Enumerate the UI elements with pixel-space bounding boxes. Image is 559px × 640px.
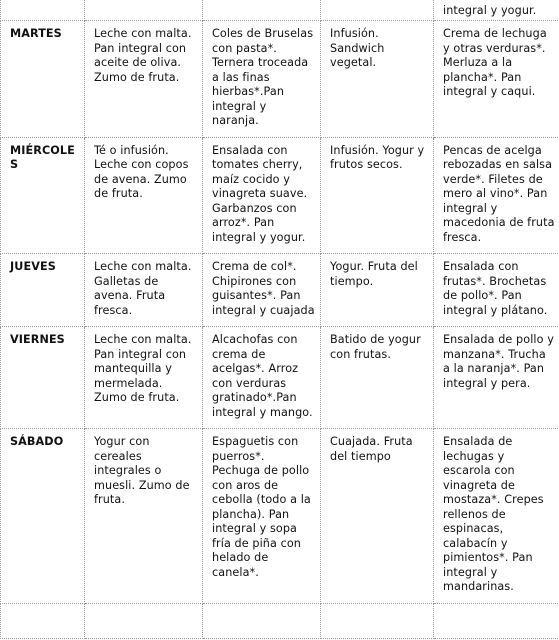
day-cell [1,603,85,638]
lunch-cell: Crema de col*. Chipirones con guisantes*. Pan integral y cuajada [203,254,321,327]
day-cell: JUEVES [1,254,85,327]
lunch-cell: Coles de Bruselas con pasta*. Ternera troceada a las finas hierbas*.Pan integral y naranja. [203,21,321,138]
day-cell: SÁBADO [1,429,85,604]
table-row [1,0,559,21]
breakfast-cell: Leche con malta. Pan integral con aceite de oliva. Zumo de fruta. [85,21,203,138]
day-cell: VIERNES [1,327,85,429]
lunch-cell [203,0,321,21]
snack-cell: Infusión. Sandwich vegetal. [321,21,434,138]
snack-cell: Cuajada. Fruta del tiempo [321,429,434,604]
day-cell: MIÉRCOLES [1,137,85,254]
day-cell [1,0,85,21]
lunch-cell: Alcachofas con crema de acelgas*. Arroz con verduras gratinado*.Pan integral y mango. [203,327,321,429]
dinner-cell: Ensalada de pollo y manzana*. Trucha a la naranja*. Pan integral y pera. [434,327,559,429]
lunch-cell: Espaguetis con puerros*. Pechuga de pollo con aros de cebolla (todo a la plancha). Pan integral y sopa fría de piña con helado de canela*. [203,429,321,604]
breakfast-cell: Té o infusión. Leche con copos de avena. Zumo de fruta. [85,137,203,254]
breakfast-cell: Yogur con cereales integrales o muesli. Zumo de fruta. [85,429,203,604]
lunch-cell: Ensalada con tomates cherry, maíz cocido y vinagreta suave. Garbanzos con arroz*. Pan integral y yogur. [203,137,321,254]
lunch-cell [203,603,321,638]
dinner-cell: Ensalada con frutas*. Brochetas de pollo*. Pan integral y plátano. [434,254,559,327]
breakfast-cell [85,0,203,21]
table-row [1,603,559,638]
day-cell: MARTES [1,21,85,138]
snack-cell: Batido de yogur con frutas. [321,327,434,429]
table-row [1,327,559,429]
dinner-cell: integral y yogur. [434,0,559,21]
dinner-cell: Crema de lechuga y otras verduras*. Merluza a la plancha*. Pan integral y caqui. [434,21,559,138]
dinner-cell: Ensalada de lechugas y escarola con vinagreta de mostaza*. Crepes rellenos de espinacas, calabacín y pimientos*. Pan integral y mandarinas. [434,429,559,604]
breakfast-cell [85,603,203,638]
dinner-cell: Pencas de acelga rebozadas en salsa verde*. Filetes de mero al vino*. Pan integral y macedonia de fruta fresca. [434,137,559,254]
table-row [1,137,559,254]
snack-cell [321,603,434,638]
breakfast-cell: Leche con malta. Galletas de avena. Fruta fresca. [85,254,203,327]
table-row [1,429,559,604]
breakfast-cell: Leche con malta. Pan integral con mantequilla y mermelada. Zumo de fruta. [85,327,203,429]
dinner-cell [434,603,559,638]
snack-cell: Yogur. Fruta del tiempo. [321,254,434,327]
table-row [1,254,559,327]
snack-cell: Infusión. Yogur y frutos secos. [321,137,434,254]
table-row [1,21,559,138]
snack-cell [321,0,434,21]
